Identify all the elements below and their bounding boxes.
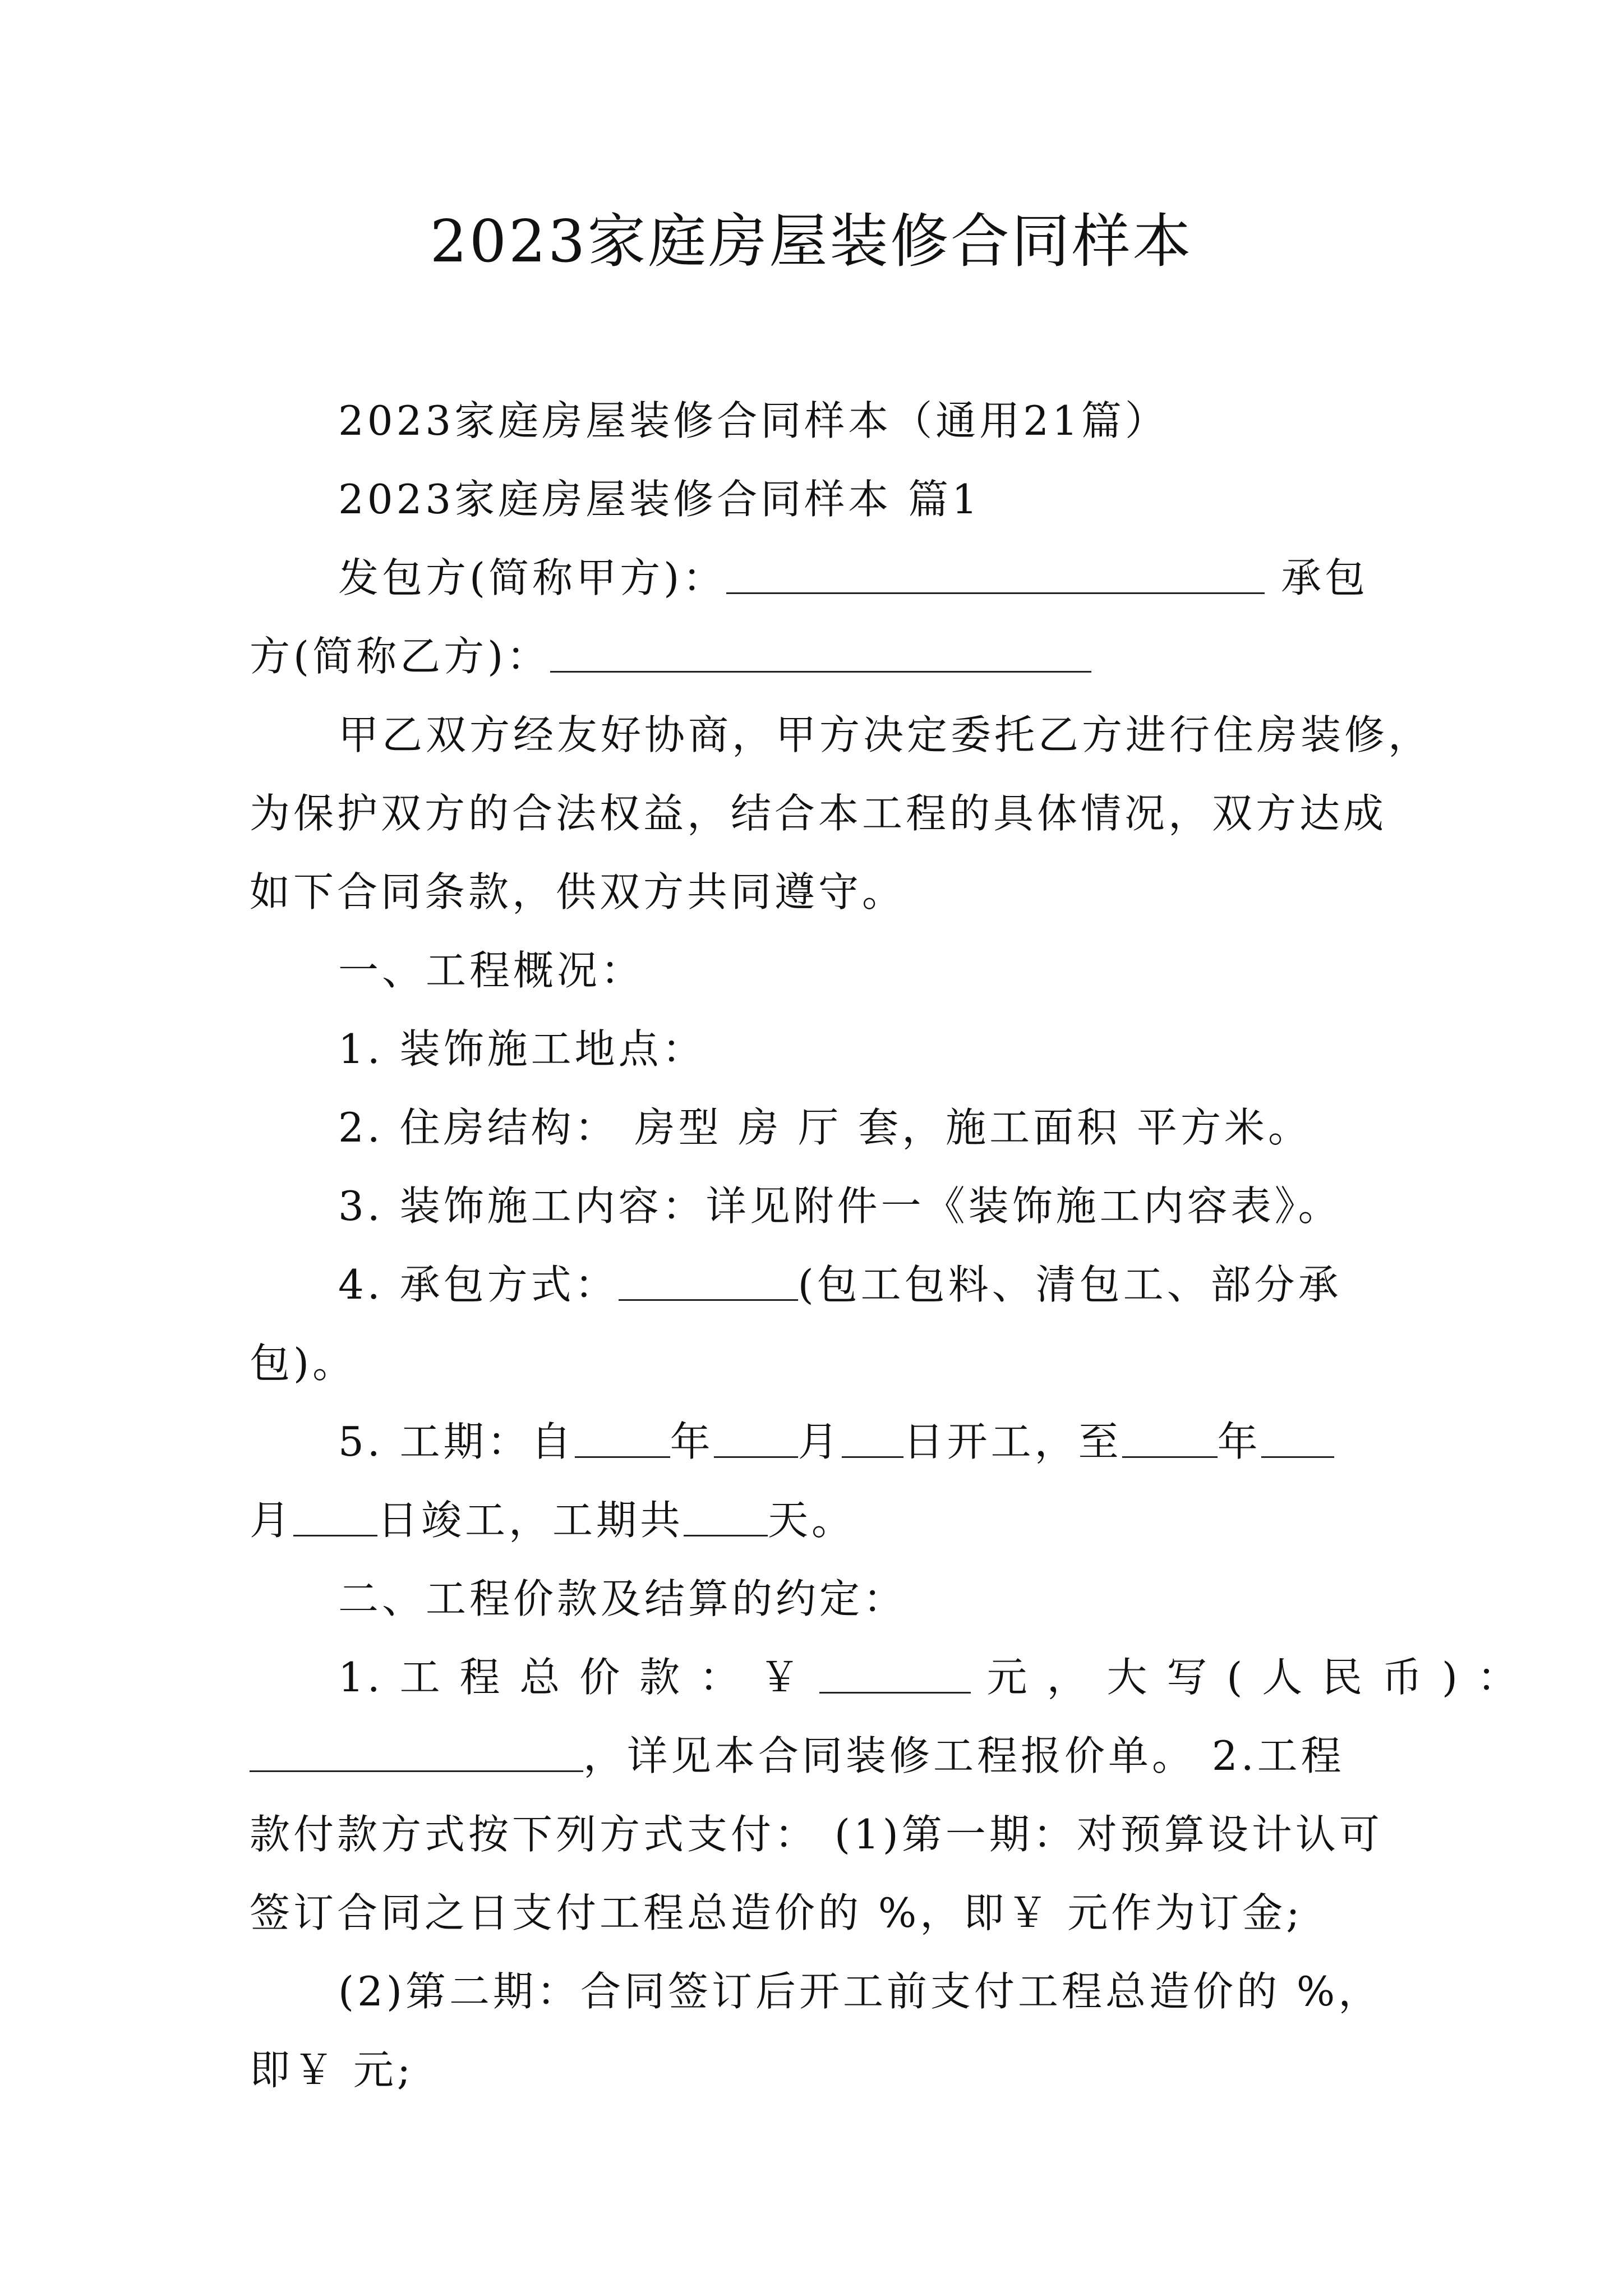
text-run: 1. 工 程 总 价 款 ： ￥	[338, 1654, 819, 1701]
text-run: 即￥ 元;	[250, 2046, 414, 2093]
subtitle-line	[250, 381, 1394, 460]
price-in-words-blank	[250, 1734, 583, 1772]
paragraph-line	[250, 853, 1394, 931]
contract-mode-blank	[619, 1263, 798, 1301]
price-line	[250, 1638, 1521, 1717]
text-run: 4. 承包方式：	[338, 1261, 619, 1308]
end-year-blank	[1122, 1420, 1218, 1458]
payment-line	[250, 2031, 1394, 2109]
schedule-line	[250, 1481, 1394, 1559]
text-run: 3. 装饰施工内容：详见附件一《装饰施工内容表》。	[338, 1182, 1342, 1230]
payment-line	[250, 1952, 1394, 2031]
text-run: 款付款方式按下列方式支付： (1)第一期：对预算设计认可	[250, 1811, 1383, 1858]
document-title: 2023家庭房屋装修合同样本	[430, 207, 1193, 275]
duration-days-blank	[684, 1498, 768, 1536]
text-run: 5. 工期：自	[338, 1418, 575, 1465]
text-run: 天。	[768, 1497, 856, 1544]
schedule-line	[250, 1402, 1394, 1481]
end-day-blank	[293, 1498, 377, 1536]
text-run: 年	[1217, 1418, 1261, 1465]
text-run: 年	[670, 1418, 714, 1465]
text-run: 一、工程概况：	[338, 947, 645, 994]
text-run: 为保护双方的合法权益，结合本工程的具体情况，双方达成	[250, 790, 1387, 837]
party-b-line	[250, 617, 1394, 696]
text-run: 签订合同之日支付工程总造价的 %，即￥ 元作为订金;	[250, 1889, 1303, 1936]
text-run: 日竣工，工期共	[377, 1497, 684, 1544]
contract-body	[250, 381, 1521, 2109]
text-run: ，详见本合同装修工程报价单。 2.工程	[583, 1732, 1345, 1779]
text-run: 月	[797, 1418, 842, 1465]
text-run: 元 ， 大 写 ( 人 民 币 ) ：	[970, 1654, 1521, 1701]
price-line	[250, 1717, 1394, 1795]
clause-line	[250, 1010, 1394, 1088]
text-run: 日开工，至	[903, 1418, 1122, 1465]
section-heading	[250, 1559, 1394, 1638]
payment-line	[250, 1874, 1394, 1952]
text-run: 如下合同条款，供双方共同遵守。	[250, 868, 906, 915]
clause-line	[250, 1245, 1394, 1324]
text-run: 2023家庭房屋装修合同样本（通用21篇）	[338, 397, 1169, 444]
payment-line	[250, 1795, 1394, 1874]
clause-line	[250, 1167, 1394, 1245]
total-price-blank	[819, 1655, 971, 1694]
start-month-blank	[714, 1420, 798, 1458]
party-a-blank	[726, 556, 1265, 594]
text-run: 包)。	[250, 1340, 357, 1387]
text-run: 方(简称乙方)：	[250, 633, 551, 680]
section-heading	[250, 931, 1394, 1010]
text-run: 1. 装饰施工地点：	[338, 1025, 706, 1073]
text-run: 二、工程价款及结算的约定：	[338, 1575, 907, 1622]
paragraph-line	[250, 696, 1432, 774]
text-run: (包工包料、清包工、部分承	[797, 1261, 1342, 1308]
text-run: 承包	[1265, 554, 1369, 601]
clause-line	[250, 1324, 1394, 1402]
party-a-line	[250, 539, 1394, 617]
clause-line	[250, 1088, 1394, 1167]
start-day-blank	[842, 1420, 903, 1458]
text-run: (2)第二期：合同签订后开工前支付工程总造价的 %，	[338, 1968, 1382, 2015]
text-run: 2023家庭房屋装修合同样本 篇1	[338, 476, 981, 523]
text-run: 甲乙双方经友好协商，甲方决定委托乙方进行住房装修，	[338, 711, 1432, 758]
start-year-blank	[575, 1420, 670, 1458]
section-heading	[250, 460, 1394, 539]
text-run: 月	[250, 1497, 294, 1544]
party-b-blank	[550, 634, 1091, 673]
text-run: 发包方(简称甲方)：	[338, 554, 727, 601]
end-month-blank	[1261, 1420, 1334, 1458]
text-run: 2. 住房结构： 房型 房 厅 套，施工面积 平方米。	[338, 1104, 1312, 1151]
paragraph-line	[250, 774, 1394, 853]
